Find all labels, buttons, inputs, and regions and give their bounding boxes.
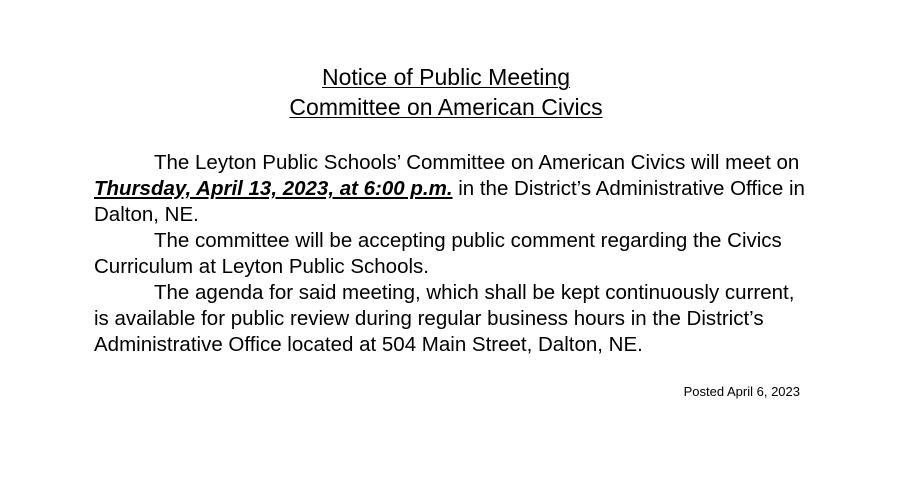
notice-title-line2: Committee on American Civics (289, 94, 603, 120)
notice-title (78, 62, 814, 122)
para1-after: in the District’s Administrative Office in Dalton, NE. (94, 177, 805, 226)
public-comment-paragraph: The committee will be accepting public comment regarding the Civics Curriculum at Leyton Public Schools. (94, 229, 782, 278)
notice-title-line1: Notice of Public Meeting (321, 64, 570, 90)
meeting-date-emphasis: Thursday, April 13, 2023, at 6:00 p.m. (94, 177, 453, 200)
meeting-time-paragraph (94, 150, 814, 228)
posted-date: Posted April 6, 2023 (683, 384, 800, 399)
meeting-notice (94, 62, 814, 358)
notice-body (94, 150, 814, 358)
para1-before: The Leyton Public Schools’ Committee on American Civics will meet on (154, 151, 800, 174)
agenda-paragraph: The agenda for said meeting, which shall be kept continuously current, is available for public review during regular business hours in the District’s Administrative Office located at 504 Main Street, Dalton, NE. (94, 281, 795, 356)
